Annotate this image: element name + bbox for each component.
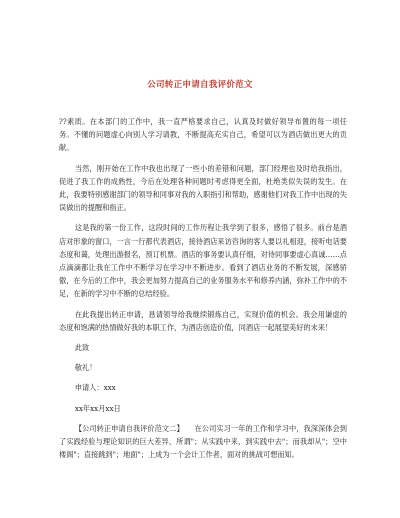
closing-text: 此致 <box>74 343 90 353</box>
applicant-line: 申请人：xxx <box>74 383 116 393</box>
paragraph-3: 这是我的第一份工作，这段时间的工作历程让我学到了很多，感悟了很多。前台是酒店对形象的窗口，一言一行都代表酒店，接待酒店来访咨询的客人要以礼相迎，接听电话要态度和蔼，处理出游报名，预订机票。酒店的事务要认真仔细，对待同事要虚心真诚……点点滴滴都让我在工作中不断学习在学习中不断进步。看到了酒店业务的不断发展，深感骄傲，在今后的工作中，我会更加努力提高自己的业务服务水平和修养内涵，弥补工作中的不足，在新的学习中不断的总结经验。 <box>59 223 347 299</box>
paragraph-1: ??素质。在本部门的工作中，我一直严格要求自己，认真及时做好领导布置的每一项任务。不懂的问题虚心向别人学习请教，不断提高充实自己，希望可以为酒店做出更大的贡献。 <box>59 117 347 153</box>
paragraph-4: 在此我提出转正申请，恳请领导给我继续锻炼自己，实现价值的机会。我会用谦虚的态度和饱满的热情做好我的本职工作，为酒店创造价值，同酒店一起展望美好的未来！ <box>59 309 347 332</box>
paragraph-2: 当然，刚开始在工作中我也出现了一些小的差错和问题，部门经理也及时给我指出，促进了我工作的成熟性，今后在处理各种问题时考虑得更全面，杜绝类似失误的发生。在此，我要特别感谢部门的领导和同事对我的入职指引和帮助，感谢他们对我工作中出现的失误做出的提醒和指正。 <box>59 163 347 213</box>
document-title: 公司转正申请自我评价范文 <box>147 80 253 90</box>
next-section-paragraph: 【公司转正申请自我评价范文二】 在公司实习一年的工作和学习中，我深深体会到了实践经验与理论知识的巨大差异，所谓"；从实践中来，到实践中去"；而我却从"；空中楼阁"；直接跳到"；地面"；上成为一个会计工作者，面对的挑战可想而知。 <box>59 423 347 460</box>
document-body <box>59 115 347 468</box>
salute-text: 敬礼！ <box>74 363 97 373</box>
date-line: xx年xx月xx日 <box>74 403 121 413</box>
